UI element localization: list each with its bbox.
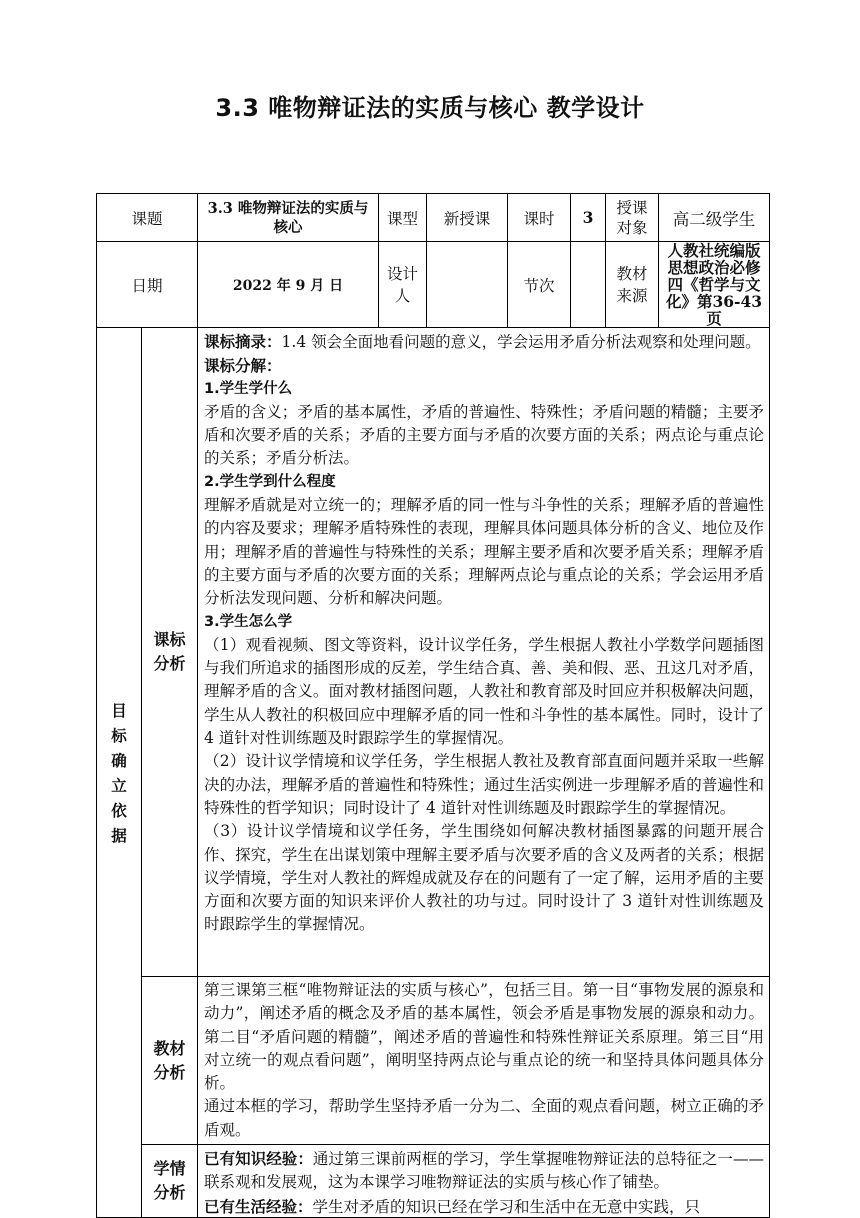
header-row-2: [97, 242, 770, 328]
knowledge-text: 通过第三课前两框的学习，学生掌握唯物辩证法的总特征之一——联系观和发展观，这为本课学习唯物辩证法的实质与核心作了铺垫。: [204, 1150, 764, 1192]
type-label: 课型: [379, 194, 427, 242]
breakdown-label: 课标分解：: [204, 356, 282, 376]
section-label: 目标确立依据: [97, 328, 142, 1218]
paragraph-how-2: （2）设计议学情境和议学任务，学生根据人教社及教育部直面问题并采取一些解决的办法，理解矛盾的普遍性和特殊性；通过生活实例进一步理解矛盾的普遍性和特殊性的哲学知识；同时设计了 4 道针对性训练题及时跟踪学生的掌握情况。: [204, 752, 765, 817]
learner-content: [198, 1145, 770, 1218]
paragraph-how-3: （3）设计议学情境和议学任务，学生围绕如何解决教材插图暴露的问题开展合作、探究，学生在出谋划策中理解主要矛盾与次要矛盾的含义及两者的关系；根据议学情境，学生对人教社的辉煌成就及存在的问题有了一定了解，运用矛盾的主要方面和次要方面的知识来评价人教社的功与过。同时设计了 3 道针对性训练题及时跟踪学生的掌握情况。: [204, 822, 765, 934]
header-row-1: [97, 194, 770, 242]
curriculum-label: 课标分析: [142, 328, 198, 977]
lesson-plan-table: [96, 193, 770, 1218]
summary-text: 1.4 领会全面地看问题的意义，学会运用矛盾分析法观察和处理问题。: [281, 333, 761, 351]
paragraph-how-1: （1）观看视频、图文等资料，设计议学任务，学生根据人教社小学数学问题插图与我们所追求的插图形成的反差，学生结合真、善、美和假、恶、丑这几对矛盾，理解矛盾的含义。面对教材插图问题，人教社和教育部及时回应并积极解决问题，学生从人教社的积极回应中理解矛盾的同一性和斗争性的基本属性。同时，设计了 4 道针对性训练题及时跟踪学生的掌握情况。: [204, 635, 765, 748]
life-label: 已有生活经验：: [204, 1196, 313, 1216]
textbook-row: [97, 977, 770, 1145]
knowledge-label: 已有知识经验：: [204, 1149, 313, 1169]
session-value: [571, 242, 606, 328]
curriculum-row: [97, 328, 770, 977]
learner-row: [97, 1145, 770, 1218]
designer-value: [427, 242, 508, 328]
subheading-what: 1.学生学什么: [204, 380, 293, 397]
learner-content-clip: [204, 1147, 764, 1215]
source-value: 人教社统编版思想政治必修四《哲学与文化》第36-43 页: [659, 242, 770, 328]
life-text: 学生对矛盾的知识已经在学习和生活中在无意中实践，只: [312, 1197, 701, 1216]
subheading-degree: 2.学生学到什么程度: [204, 473, 336, 490]
summary-label: 课标摘录：: [204, 332, 282, 351]
source-label: 教材来源: [606, 242, 659, 328]
learner-label: 学情分析: [142, 1145, 198, 1218]
session-label: 节次: [508, 242, 571, 328]
topic-label: 课题: [97, 194, 198, 242]
target-value: 高二级学生: [659, 194, 770, 242]
paragraph-degree: 理解矛盾就是对立统一的；理解矛盾的同一性与斗争性的关系；理解矛盾的普遍性的内容及要求；理解矛盾特殊性的表现，理解具体问题具体分析的含义、地位及作用；理解矛盾的普遍性与特殊性的关系；理解主要矛盾和次要矛盾关系；理解矛盾的主要方面与矛盾的次要方面的关系；理解两点论与重点论的关系；学会运用矛盾分析法发现问题、分析和解决问题。: [204, 496, 765, 608]
date-label: 日期: [97, 242, 198, 328]
target-label: 授课对象: [606, 194, 659, 242]
subheading-how: 3.学生怎么学: [204, 613, 293, 630]
date-value: 2022 年 9 月 日: [198, 242, 379, 328]
textbook-content: [198, 977, 770, 1145]
hours-label: 课时: [508, 194, 571, 242]
designer-label: 设计人: [379, 242, 427, 328]
textbook-label: 教材分析: [142, 977, 198, 1145]
paragraph-what: 矛盾的含义；矛盾的基本属性，矛盾的普遍性、特殊性；矛盾问题的精髓；主要矛盾和次要矛盾的关系；矛盾的主要方面与矛盾的次要方面的关系；两点论与重点论的关系；矛盾分析法。: [204, 402, 765, 468]
hours-value: 3: [571, 194, 606, 242]
type-value: 新授课: [427, 194, 508, 242]
textbook-paragraph-2: 通过本框的学习，帮助学生坚持矛盾一分为二、全面的观点看问题，树立正确的矛盾观。: [204, 1097, 765, 1139]
textbook-paragraph-1: 第三课第三框“唯物辩证法的实质与核心”，包括三目。第一目“事物发展的源泉和动力”，阐述矛盾的概念及矛盾的基本属性，领会矛盾是事物发展的源泉和动力。第二目“矛盾问题的精髓”，阐述矛盾的普遍性和特殊性辩证关系原理。第三目“用对立统一的观点看问题”，阐明坚持两点论与重点论的统一和坚持具体问题具体分析。: [204, 981, 765, 1093]
curriculum-content: [198, 328, 770, 977]
document-title: 3.3 唯物辩证法的实质与核心 教学设计: [215, 94, 645, 122]
topic-value: 3.3 唯物辩证法的实质与核心: [198, 194, 379, 242]
